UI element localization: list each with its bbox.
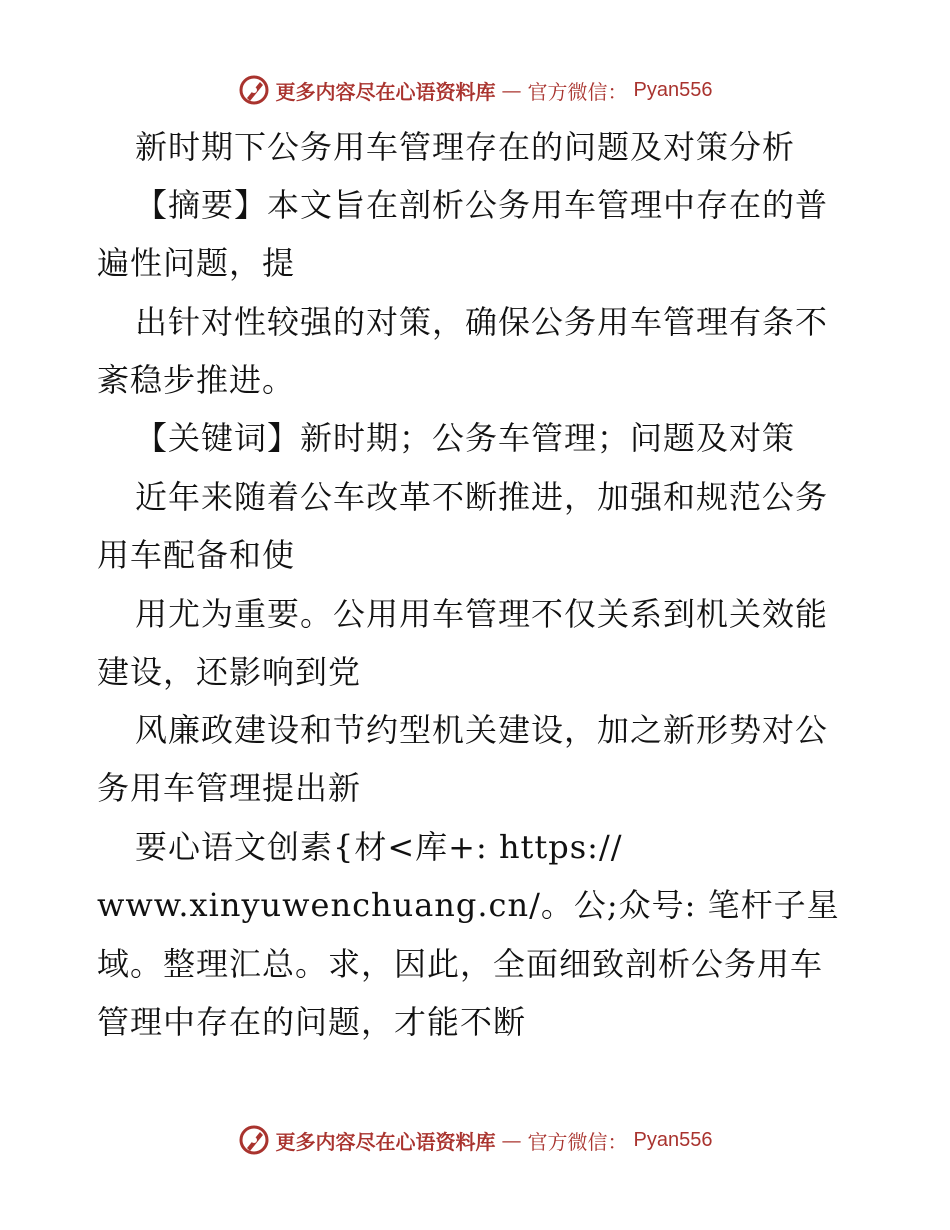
- paragraph-line: 要心语文创素{材<库+: https://: [135, 828, 623, 866]
- banner-site-name: 更多内容尽在心语资料库: [275, 79, 496, 104]
- paragraph-line: 管理中存在的问题，才能不断: [97, 1003, 527, 1041]
- paragraph-line: 建设，还影响到党: [97, 653, 362, 691]
- banner-wechat-id: Pyan556: [633, 78, 713, 101]
- footer-banner: [0, 1120, 950, 1160]
- banner-content: [238, 74, 713, 106]
- paragraph-line: 出针对性较强的对策，确保公务用车管理有条不: [135, 303, 829, 341]
- paragraph-line: 紊稳步推进。: [97, 361, 296, 399]
- keywords-line: 【关键词】新时期；公务车管理；问题及对策: [135, 419, 796, 457]
- paragraph-line: 风廉政建设和节约型机关建设，加之新形势对公: [135, 711, 829, 749]
- paragraph-line: 域。整理汇总。求，因此，全面细致剖析公务用车: [97, 945, 824, 983]
- paragraph-line: 用尤为重要。公用用车管理不仅关系到机关效能: [135, 595, 829, 633]
- banner-dash: —: [501, 78, 522, 102]
- banner-wechat-label: 官方微信：: [527, 1129, 628, 1154]
- banner-wechat-id: Pyan556: [633, 1128, 713, 1151]
- document-title: 新时期下公务用车管理存在的问题及对策分析: [135, 128, 796, 166]
- banner-wechat-label: 官方微信：: [527, 79, 628, 104]
- paragraph-line: www.xinyuwenchuang.cn/。公;众号: 笔杆子星: [97, 886, 840, 924]
- banner-content: [238, 1124, 713, 1156]
- paragraph-line: 【摘要】本文旨在剖析公务用车管理中存在的普: [135, 186, 829, 224]
- paragraph-line: 遍性问题，提: [97, 244, 296, 282]
- paragraph-line: 近年来随着公车改革不断推进，加强和规范公务: [135, 478, 829, 516]
- paragraph-line: 务用车管理提出新: [97, 769, 362, 807]
- pen-logo-icon: [238, 74, 270, 106]
- banner-site-name: 更多内容尽在心语资料库: [275, 1129, 496, 1154]
- banner-dash: —: [501, 1128, 522, 1152]
- header-banner: [0, 70, 950, 110]
- paragraph-line: 用车配备和使: [97, 536, 296, 574]
- pen-logo-icon: [238, 1124, 270, 1156]
